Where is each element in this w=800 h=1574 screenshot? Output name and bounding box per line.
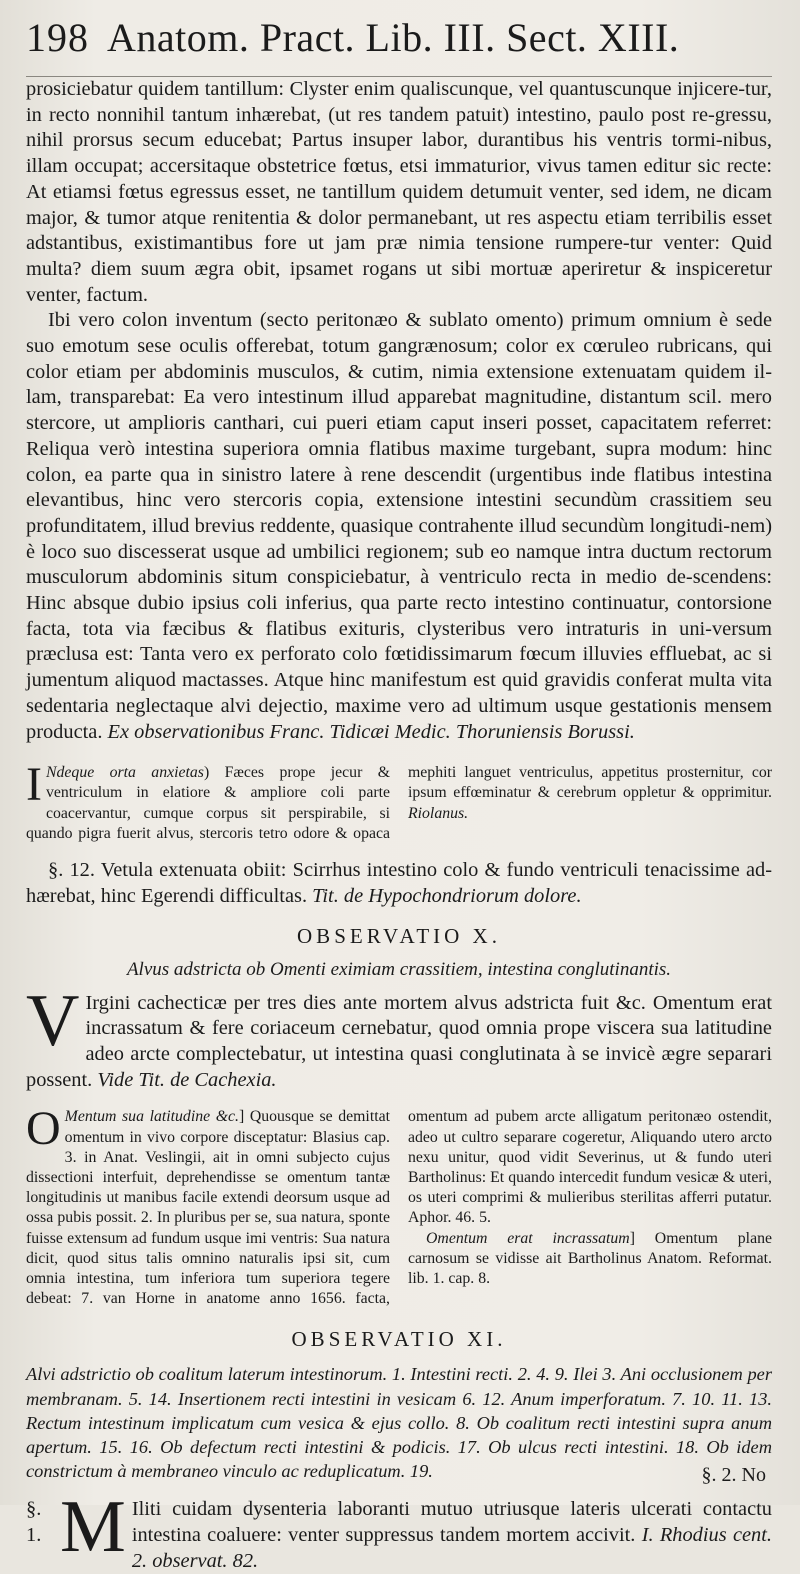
note1-dropcap: I (26, 758, 42, 812)
section-1-mark: §. 1. (26, 1498, 42, 1547)
body-paragraph-2-text: Ibi vero colon inventum (secto peritonæo & sublato omento) primum omnium è sede suo emotum sese oculis offerebat, totum gangrænosum; color ex cœruleo rubricans, qui color etiam per abdominis musculos, & cutim, nimia extensione extenuatam quidem il-lam, transparebat: Ea vero intestinum illud apparebat magnitudine, distantum scil. mero stercore, ut amplioris canthari, cui pueri etiam caput inseri posset, capacitatem referret: Reliqua verò intestina superiora omnia flatibus maxime turgebant, supra modum: hinc colon, ea parte qua in sinistro latere à rene descendit (urgentibus inde flatibus intestina elevantibus, hinc vero stercoris copia, extensione intestini secundùm crassitiem seu profunditatem, illud brevius reddente, quasique contrahente illud secundùm longitudi-nem) è loco suo discesserat usque ad umbilici regionem; sub eo namque intra ductum rectorum musculorum abdominis situm conspiciebatur, à ventriculo recta in medio de-scendens: Hinc absque dubio ipsius coli inferius, qua parte recto intestino continuatur, contorsione facta, tota via fæcibus & flatibus exituris, clysteribus vero intraturis in uni-versum præclusa est: Tanta vero ex perforato colo fœtidissimarum fœcum illuvies effluebat, ac si jumentum aliquod mactasses. Atque hinc manifestum est quid gravidis conferat multa vita sedentaria neglectaque alvi dejectio, maxime vero ad ultimum usque gestationis mensem producta. (26, 309, 772, 743)
obs10-body: Irgini cachecticæ per tres dies ante mortem alvus adstricta fuit &c. Omentum erat incrassatum & fere coriaceum cernebatur, quod omnia prope viscera sua latitudine adeo arcte complectebatur, ut intestina quasi conglutinata à se invicè ægre separari possent. (26, 991, 772, 1091)
section-1 (26, 1486, 773, 1574)
body-paragraph-2-source: Ex observationibus Franc. Tidicæi Medic. Thoruniensis Borussi. (107, 720, 635, 743)
note2-lemma-2: Omentum erat incrassatum (426, 1229, 630, 1247)
body-paragraph-2 (26, 308, 772, 745)
section-1-dropcap: M (60, 1486, 126, 1569)
note1-source: Riolanus. (408, 804, 469, 822)
note1-lemma: Ndeque orta anxietas (45, 764, 204, 782)
commentary-note-2 (26, 1102, 772, 1309)
observatio-x-heading: OBSERVATIO X. (297, 923, 501, 948)
running-title: Anatom. Pract. Lib. III. Sect. XIII. (107, 15, 680, 60)
section-12-source: Tit. de Hypochondriorum dolore. (312, 884, 582, 907)
section-12-text: §. 12. Vetula extenuata obiit: Scirrhus intestino colo & fundo ventriculi tenacissime ad-hærebat, hinc Egerendi difficultas. (26, 859, 772, 907)
observatio-xi-index: Alvi adstrictio ob coalitum laterum intestinorum. 1. Intestini recti. 2. 4. 9. Ilei 3. Ani occlusionem per membranam. 5. 14. Insertionem recti intestini in vesicam 6. 12. Anum imperforatum. 7. 10. 11. 13. Rectum intestinum implicatum cum vesica & ejus collo. 8. Ob coalitum recti intestini supra anum apertum. 15. 16. Ob defectum recti intestini & podicis. 17. Ob ulcus recti intestini. 18. Ob idem constrictum à membraneo vinculo ac reduplicatum. 19. (26, 1364, 772, 1482)
note2-dropcap: O (26, 1102, 61, 1156)
obs10-source: Vide Tit. de Cachexia. (97, 1068, 277, 1091)
commentary-note-1 (26, 758, 772, 844)
obs10-dropcap: V (26, 979, 80, 1062)
section-1-source: I. Rhodius cent. 2. observat. 82. (131, 1524, 773, 1572)
observatio-x-subtitle: Alvus adstricta ob Omenti eximiam crassitiem, intestina conglutinantis. (126, 958, 672, 980)
section-1-paragraph (60, 1486, 773, 1574)
body-paragraph-1: prosiciebatur quidem tantillum: Clyster enim qualiscunque, vel quantuscunque injicere-tur, in recto nonnihil tantum inhærebat, (ut res tandem patuit) intestino, paulo post re-gressu, nihil prorsus secum educebat; Partus insuper labor, durantibus his ventris tormi-nibus, illam occupat; accersitaque obstetrice fœtus, etsi immaturior, vivus tamen editur sic recte: At etiamsi fœtus egressus esset, ne tantillum quidem detumuit venter, sed idem, ne dicam major, & tumor atque renitentia & dolor permanebant, ut res aspectu etiam terribilis esset adstantibus, existimantibus fore ut jam præ nimia tensione rumpere-tur venter: Quid multa? diem suum ægra obit, ipsamet rogans ut sibi mortuæ aperiretur & inspiceretur venter, factum. (26, 78, 772, 306)
section-1-text: Iliti cuidam dysenteria laboranti mutuo utriusque lateris ulcerati contactu intestina coaluere: venter suppressus tandem mortem accivit. (131, 1498, 772, 1547)
observatio-x-text (26, 979, 772, 1094)
note2-text-2: ] Omentum plane carnosum se vidisse ait Bartholinus Anatom. Reformat. lib. 1. cap. 8. (408, 1229, 772, 1287)
catchword: §. 2. No (701, 1464, 766, 1486)
note2-text: ] Quousque se demittat omentum in vivo corpore disceptatur: Blasius cap. 3. in Anat. Veslingii, ait in omni subjecto cujus dissectioni interfuit, deprehendisse se omentum tantæ longitudinis ut manibus facile extendi deorsum usque ad ossa pubis possit. 2. In pluribus per se, sua natura, sponte fuisse extensum ad fundum usque imi ventris: Sua natura dicit, quod situs talis omnino naturalis ipsi sit, cum omnia intestina, tum inferiora tum superiora tegere debeat: 7. van Horne in anatome anno 1656. facta, omentum ad pubem arcte alligatum peritonæo ostendit, adeo ut cultro separare cogeretur, Aliquando utero arcto nexu unitur, quod vidit Severinus, ut & fundo uteri Bartholinus: Et quando intercedit fundum vesicæ & uteri, os uteri comprimi & mulieribus sterilitas afferri putatur. Aphor. 46. 5. (26, 1108, 772, 1308)
section-12 (26, 858, 772, 909)
note1-text: ) Fæces prope jecur & ventriculum in elatiore & ampliore coli parte coacervantur, cumque corpus sit perspirabile, si quando pigra fuerit alvus, stercoris tetro odore & opaca mephiti languet ventriculus, appetitus prosternitur, cor ipsum effœminatur & cerebrum oppletur & opprimitur. (26, 764, 772, 842)
page-number: 198 (26, 15, 89, 60)
page-header (26, 14, 772, 77)
note2-lemma: Mentum sua latitudine &c. (64, 1108, 239, 1126)
observatio-xi-heading: OBSERVATIO XI. (291, 1327, 507, 1352)
